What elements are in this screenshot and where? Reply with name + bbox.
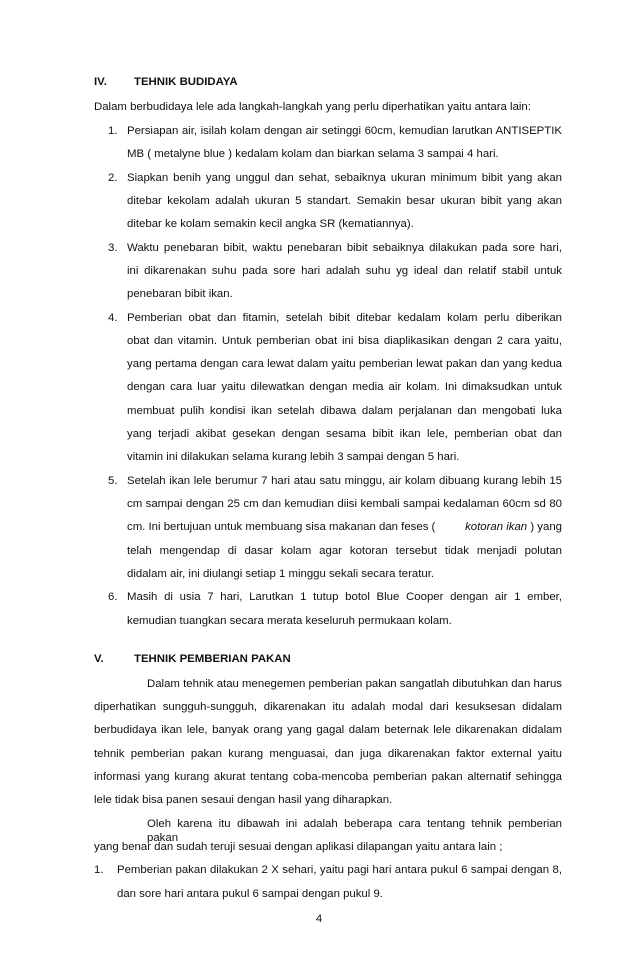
paragraph-line: tehnik pemberian pakan kurang menguasai, dan juga dikarenakan faktor external yaitu [94,748,562,760]
list-item-line: MB ( metalyne blue ) kedalam kolam dan biarkan selama 3 sampai 4 hari. [127,148,499,160]
list-item-line-text: cm. Ini bertujuan untuk membuang sisa makanan dan feses ( [127,521,436,533]
list-item-number: 1. [94,864,104,876]
list-item-line: ditebar ke kolam semakin kecil angka SR (kematiannya). [127,218,414,230]
list-item-line-after: ) yang [530,521,562,533]
paragraph-line: berbudidaya ikan lele, banyak orang yang gagal dalam beternak lele dikarenakan didalam [94,724,562,736]
section-5-number: V. [94,653,104,665]
section-4-heading [94,76,238,88]
list-item-number: 6. [108,591,118,603]
list-item-line: cm sampai dengan 25 cm dan kemudian diisi kembali sampai kedalaman 60cm sd 80 [127,498,562,510]
list-item-number: 1. [108,125,118,137]
list-item-line: Masih di usia 7 hari, Larutkan 1 tutup botol Blue Cooper dengan air 1 ember, [127,591,562,603]
list-item-line: Pemberian obat dan fitamin, setelah bibit ditebar kedalam kolam perlu diberikan [127,312,562,324]
list-item-line-with-italic [127,520,562,534]
list-item-line: Setelah ikan lele berumur 7 hari atau satu minggu, air kolam dibuang kurang lebih 15 [127,475,562,487]
list-item-line: Persiapan air, isilah kolam dengan air setinggi 60cm, kemudian larutkan ANTISEPTIK [127,125,562,137]
section-5-heading [94,653,291,665]
section-5-title: TEHNIK PEMBERIAN PAKAN [134,653,291,665]
list-item-line: Pemberian pakan dilakukan 2 X sehari, yaitu pagi hari antara pukul 6 sampai dengan 8, [117,864,562,876]
list-item-line: penebaran bibit ikan. [127,288,233,300]
list-item-line: ini dikarenakan suhu pada sore hari adalah suhu yg ideal dan relatif stabil untuk [127,265,562,277]
page-number: 4 [315,913,323,925]
list-item-line: yang terjadi akibat gesekan dengan sesama bibit ikan lele, pemberian obat dan [127,428,562,440]
list-item-number: 4. [108,312,118,324]
paragraph-line: yang benar dan sudah teruji sesuai dengan aplikasi dilapangan yaitu antara lain ; [94,841,503,853]
list-item-line: kemudian tuangkan secara merata keseluruh permukaan kolam. [127,615,452,627]
section-4-intro: Dalam berbudidaya lele ada langkah-langkah yang perlu diperhatikan yaitu antara lain: [94,101,531,113]
paragraph-line: Oleh karena itu dibawah ini adalah beberapa cara tentang tehnik pemberian pakan [147,818,562,844]
list-item-line: Waktu penebaran bibit, waktu penebaran bibit sebaiknya dilakukan pada sore hari, [127,242,562,254]
list-item-line: dan sore hari antara pukul 6 sampai dengan pukul 9. [117,888,383,900]
list-item-line: dengan cara luar yaitu dilewatkan dengan media air kolam. Ini dimaksudkan untuk [127,381,562,393]
paragraph-line: Dalam tehnik atau menegemen pemberian pakan sangatlah dibutuhkan dan harus [147,678,562,690]
list-item-line: membuat pulih kondisi ikan setelah dibawa dalam perjalanan dan mengobati luka [127,405,562,417]
paragraph-line: informasi yang kurang akurat tentang coba-mencoba pemberian pakan alternatif sehingga [94,771,562,783]
italic-term: kotoran ikan [465,521,528,533]
list-item-number: 3. [108,242,118,254]
list-item-line: ditebar kekolam adalah ukuran 5 standart. Semakin besar ukuran bibit yang akan [127,195,562,207]
list-item-line: Siapkan benih yang unggul dan sehat, sebaiknya ukuran minimum bibit yang akan [127,172,562,184]
list-item-number: 5. [108,475,118,487]
list-item-line: yang pertama dengan cara lewat dalam yaitu pemberian lewat pakan dan yang kedua [127,358,562,370]
list-item-line: obat dan vitamin. Untuk pemberian obat ini bisa diaplikasikan dengan 2 cara yaitu, [127,335,562,347]
list-item-number: 2. [108,172,118,184]
list-item-line: didalam air, ini diulangi setiap 1 minggu sekali secara teratur. [127,568,435,580]
list-item-line-tail [465,520,562,534]
list-item-line: vitamin ini dilakukan selama kurang lebih 3 sampai dengan 5 hari. [127,451,460,463]
section-4-number: IV. [94,76,107,88]
paragraph-line: lele tidak bisa panen sesaui dengan hasil yang diharapkan. [94,794,393,806]
paragraph-line: diperhatikan sungguh-sungguh, dikarenakan itu adalah modal dari kesuksesan didalam [94,701,562,713]
list-item-line: telah mengendap di dasar kolam agar kotoran tersebut tidak menjadi polutan [127,545,562,557]
section-4-title: TEHNIK BUDIDAYA [134,76,238,88]
